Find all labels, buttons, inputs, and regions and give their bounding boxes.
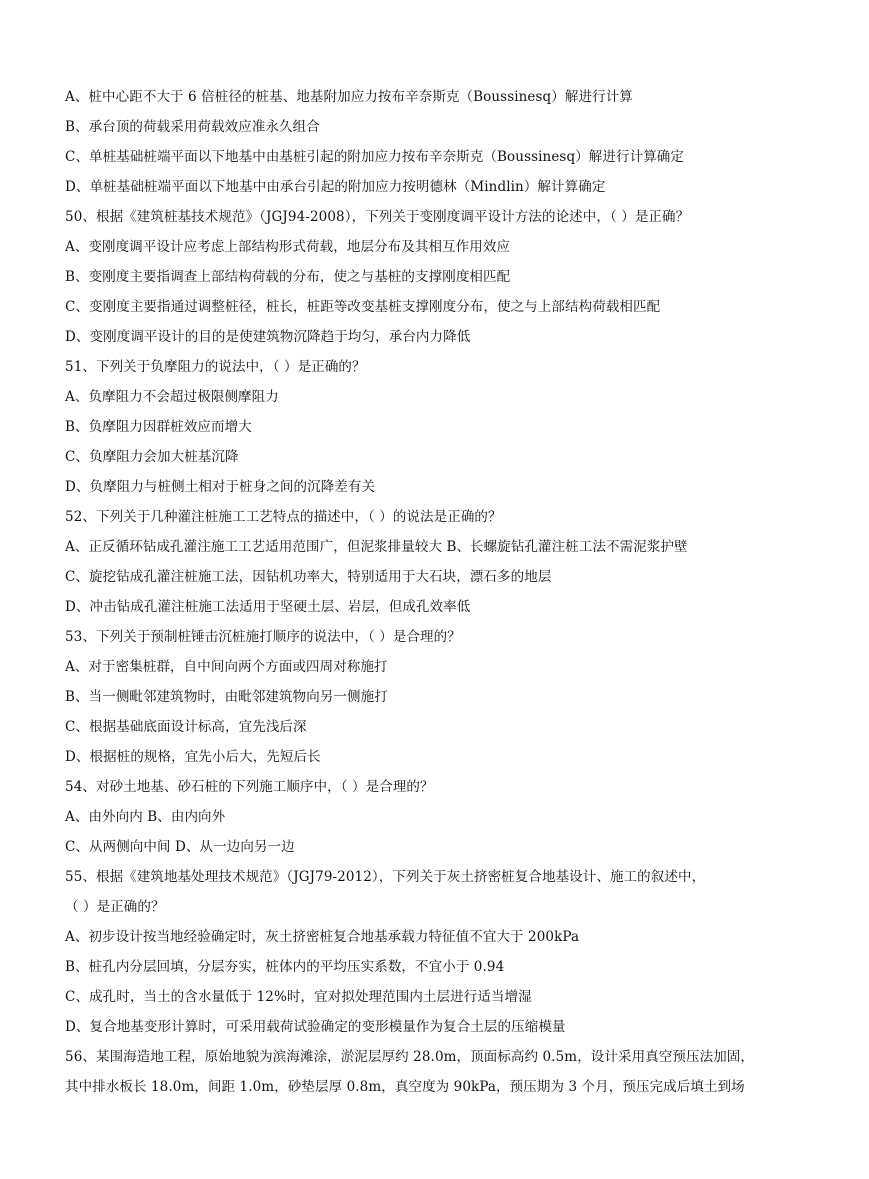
question-50: 50、根据《建筑桩基技术规范》（JGJ94-2008），下列关于变刚度调平设计方法的论述中，（ ）是正确？ <box>65 209 690 225</box>
question-52: 52、下列关于几种灌注桩施工工艺特点的描述中，（ ）的说法是正确的？ <box>65 509 502 525</box>
question-56-line-1: 56、某围海造地工程，原始地貌为滨海滩涂，淤泥层厚约 28.0m，顶面标高约 0.5m，设计采用真空预压法加固， <box>65 1049 754 1065</box>
option-c-53: C、根据基础底面设计标高，宜先浅后深 <box>65 719 307 735</box>
question-54: 54、对砂土地基、砂石桩的下列施工顺序中，（ ）是合理的？ <box>65 779 434 795</box>
option-d-50: D、变刚度调平设计的目的是使建筑物沉降趋于均匀，承台内力降低 <box>65 329 471 345</box>
option-b-51: B、负摩阻力因群桩效应而增大 <box>65 419 252 435</box>
option-c-52: C、旋挖钻成孔灌注桩施工法，因钻机功率大，特别适用于大石块，漂石多的地层 <box>65 569 552 585</box>
option-cd-54: C、从两侧向中间 D、从一边向另一边 <box>65 839 295 855</box>
option-d-51: D、负摩阻力与桩侧土相对于桩身之间的沉降差有关 <box>65 479 376 495</box>
option-c-55: C、成孔时，当土的含水量低于 12%时，宜对拟处理范围内土层进行适当增湿 <box>65 989 532 1005</box>
option-b-53: B、当一侧毗邻建筑物时，由毗邻建筑物向另一侧施打 <box>65 689 388 705</box>
option-b-55: B、桩孔内分层回填，分层夯实，桩体内的平均压实系数，不宜小于 0.94 <box>65 959 505 975</box>
question-56-line-2: 其中排水板长 18.0m，间距 1.0m，砂垫层厚 0.8m，真空度为 90kPa，预压期为 3 个月，预压完成后填土到场 <box>65 1079 745 1095</box>
option-ab-54: A、由外向内 B、由内向外 <box>65 809 226 825</box>
option-ab-52: A、正反循环钻成孔灌注施工工艺适用范围广，但泥浆排量较大 B、长螺旋钻孔灌注桩工法不需泥浆护壁 <box>65 539 688 555</box>
option-a-50: A、变刚度调平设计应考虑上部结构形式荷载，地层分布及其相互作用效应 <box>65 239 511 255</box>
question-55-line-1: 55、根据《建筑地基处理技术规范》（JGJ79-2012），下列关于灰土挤密桩复合地基设计、施工的叙述中， <box>65 869 706 885</box>
question-53: 53、下列关于预制桩锤击沉桩施打顺序的说法中，（ ）是合理的？ <box>65 629 461 645</box>
option-d-49: D、单桩基础桩端平面以下地基中由承台引起的附加应力按明德林（Mindlin）解计算确定 <box>65 179 606 195</box>
option-c-51: C、负摩阻力会加大桩基沉降 <box>65 449 239 465</box>
option-a-49: A、桩中心距不大于 6 倍桩径的桩基、地基附加应力按布辛奈斯克（Boussinesq）解进行计算 <box>65 89 633 105</box>
option-d-52: D、冲击钻成孔灌注桩施工法适用于坚硬土层、岩层，但成孔效率低 <box>65 599 471 615</box>
option-a-53: A、对于密集桩群，自中间向两个方面或四周对称施打 <box>65 659 388 675</box>
option-b-49: B、承台顶的荷载采用荷载效应准永久组合 <box>65 119 320 135</box>
option-d-55: D、复合地基变形计算时，可采用载荷试验确定的变形模量作为复合土层的压缩模量 <box>65 1019 566 1035</box>
option-c-50: C、变刚度主要指通过调整桩径，桩长，桩距等改变基桩支撑刚度分布，使之与上部结构荷载相匹配 <box>65 299 661 315</box>
option-a-51: A、负摩阻力不会超过极限侧摩阻力 <box>65 389 279 405</box>
question-55-line-2: （ ）是正确的？ <box>65 899 165 915</box>
option-c-49: C、单桩基础桩端平面以下地基中由基桩引起的附加应力按布辛奈斯克（Boussinesq）解进行计算确定 <box>65 149 684 165</box>
question-51: 51、下列关于负摩阻力的说法中，（ ）是正确的？ <box>65 359 366 375</box>
option-a-55: A、初步设计按当地经验确定时，灰土挤密桩复合地基承载力特征值不宜大于 200kPa <box>65 929 580 945</box>
option-d-53: D、根据桩的规格，宜先小后大，先短后长 <box>65 749 321 765</box>
option-b-50: B、变刚度主要指调查上部结构荷载的分布，使之与基桩的支撑刚度相匹配 <box>65 269 511 285</box>
